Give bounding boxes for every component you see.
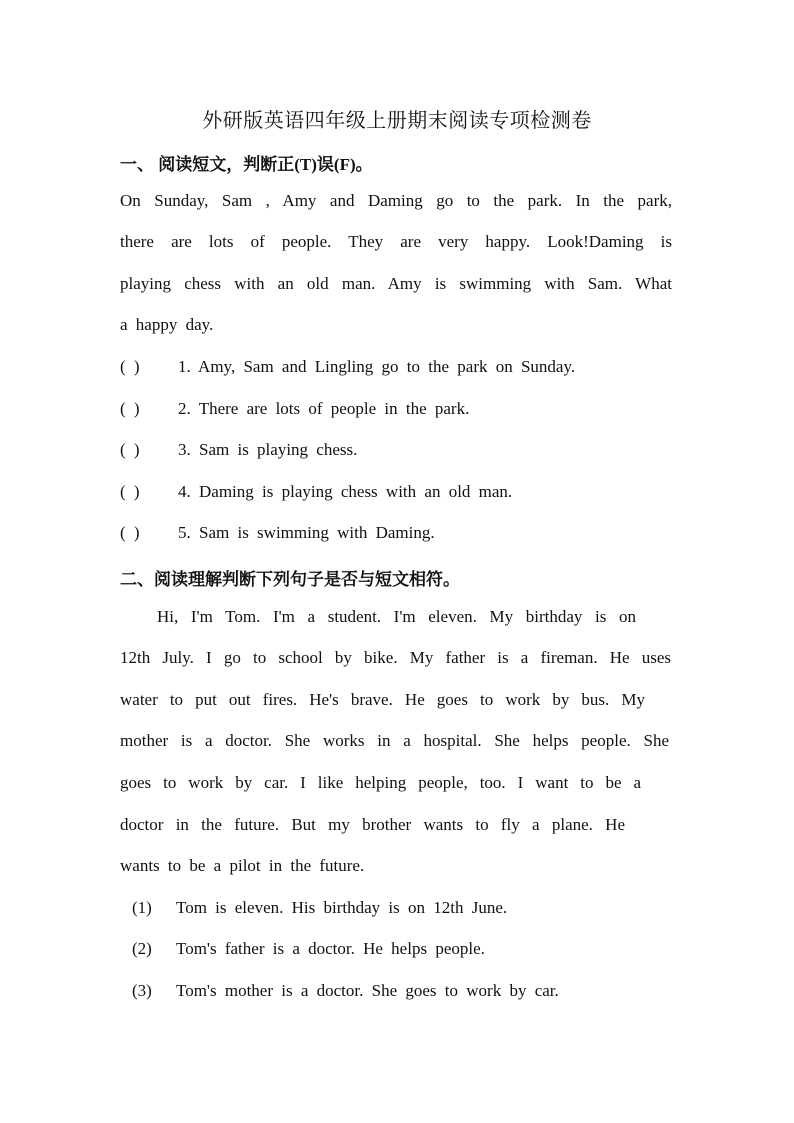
tf-question (120, 482, 512, 502)
answer-blank[interactable]: ( ) (120, 357, 140, 376)
question-text: 4. Daming is playing chess with an old man. (178, 482, 513, 501)
answer-blank[interactable]: ( ) (120, 399, 140, 418)
tf-question (120, 399, 469, 419)
section2-passage-line: water to put out fires. He's brave. He goes to work by bus. My (120, 690, 645, 709)
answer-blank[interactable]: ( ) (120, 523, 140, 542)
question-text: Tom's father is a doctor. He helps people. (176, 939, 485, 958)
section1-passage-line: there are lots of people. They are very happy. Look!Daming is (120, 232, 672, 251)
section2-passage-line: mother is a doctor. She works in a hospital. She helps people. She (120, 731, 669, 750)
question-text: Tom's mother is a doctor. She goes to work by car. (176, 981, 559, 1000)
question-text: 5. Sam is swimming with Daming. (178, 523, 435, 542)
question-text: 3. Sam is playing chess. (178, 440, 358, 459)
question-text: Tom is eleven. His birthday is on 12th June. (176, 898, 508, 917)
question-number: (1) (132, 898, 152, 917)
answer-blank[interactable]: ( ) (120, 482, 140, 501)
judge-question (132, 981, 559, 1001)
tf-question (120, 523, 435, 543)
section1-passage-line: playing chess with an old man. Amy is swimming with Sam. What (120, 274, 672, 293)
judge-question (132, 939, 485, 959)
section2-passage-line: doctor in the future. But my brother wants to fly a plane. He (120, 815, 625, 834)
page-title: 外研版英语四年级上册期末阅读专项检测卷 (202, 110, 592, 132)
section1-heading: 一、 阅读短文，判断正(T)误(F)。 (120, 155, 373, 174)
answer-blank[interactable]: ( ) (120, 440, 140, 459)
tf-question (120, 440, 357, 460)
section2-passage-line: wants to be a pilot in the future. (120, 856, 365, 875)
question-text: 2. There are lots of people in the park. (178, 399, 470, 418)
section1-passage-line: a happy day. (120, 315, 214, 334)
section1-passage-line: On Sunday, Sam , Amy and Daming go to the park. In the park, (120, 191, 672, 210)
tf-question (120, 357, 575, 377)
judge-question (132, 898, 507, 918)
section2-passage-line: goes to work by car. I like helping people, too. I want to be a (120, 773, 641, 792)
question-number: (2) (132, 939, 152, 958)
section2-passage-line: Hi, I'm Tom. I'm a student. I'm eleven. My birthday is on (157, 607, 636, 626)
question-text: 1. Amy, Sam and Lingling go to the park on Sunday. (178, 357, 576, 376)
section2-heading: 二、阅读理解判断下列句子是否与短文相符。 (120, 570, 460, 589)
question-number: (3) (132, 981, 152, 1000)
section2-passage-line: 12th July. I go to school by bike. My father is a fireman. He uses (120, 648, 671, 667)
